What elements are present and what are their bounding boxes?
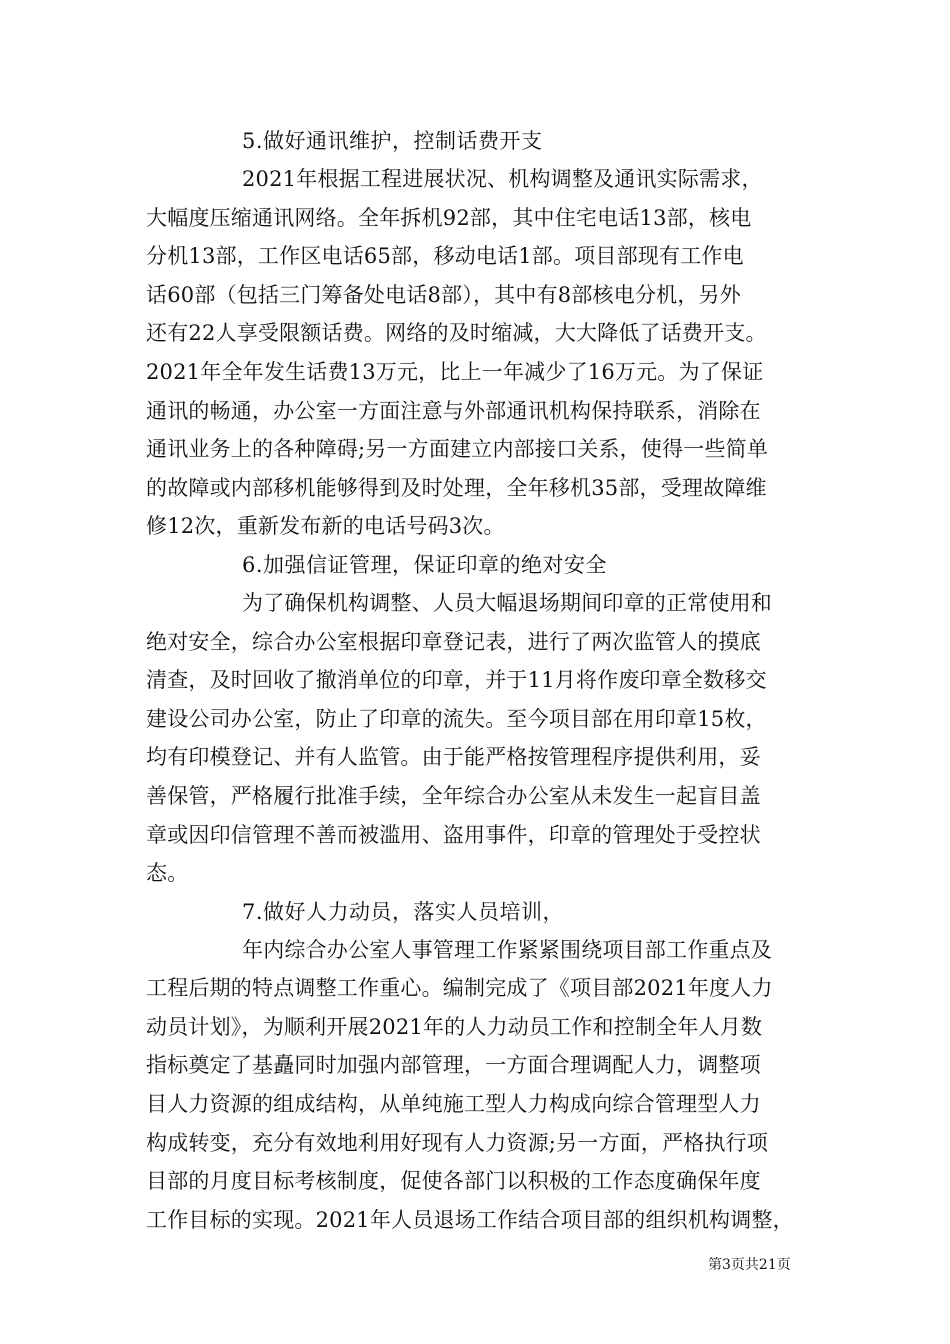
text-line: 通讯的畅通，办公室一方面注意与外部通讯机构保持联系，消除在 bbox=[146, 398, 761, 423]
text-line: 还有22人享受限额话费。网络的及时缩减，大大降低了话费开支。 bbox=[146, 321, 767, 346]
section-7 bbox=[146, 893, 808, 1240]
paragraph bbox=[146, 160, 808, 546]
text-line: 年内综合办公室人事管理工作紧紧围绕项目部工作重点及 bbox=[242, 937, 772, 962]
text-line: 工程后期的特点调整工作重心。编制完成了《项目部2021年度人力 bbox=[146, 976, 773, 1001]
text-line: 大幅度压缩通讯网络。全年拆机92部，其中住宅电话13部，核电 bbox=[146, 205, 752, 230]
text-line: 构成转变，充分有效地利用好现有人力资源;另一方面，严格执行项 bbox=[146, 1130, 769, 1155]
text-line: 2021年根据工程进展状况、机构调整及通讯实际需求， bbox=[242, 167, 763, 191]
text-line: 2021年全年发生话费13万元，比上一年减少了16万元。为了保证 bbox=[146, 359, 764, 384]
section-heading: 7.做好人力动员，落实人员培训， bbox=[242, 899, 565, 924]
text-line: 绝对安全，综合办公室根据印章登记表，进行了两次监管人的摸底 bbox=[146, 629, 761, 654]
page-number: 第3页共21页 bbox=[708, 1257, 791, 1273]
text-line: 章或因印信管理不善而被滥用、盗用事件，印章的管理处于受控状 bbox=[146, 822, 761, 847]
text-line: 为了确保机构调整、人员大幅退场期间印章的正常使用和 bbox=[242, 590, 772, 615]
text-line: 目人力资源的组成结构，从单纯施工型人力构成向综合管理型人力 bbox=[146, 1092, 761, 1117]
text-line: 建设公司办公室，防止了印章的流失。至今项目部在用印章15枚， bbox=[146, 706, 767, 731]
text-line: 态。 bbox=[146, 861, 189, 886]
text-line: 分机13部，工作区电话65部，移动电话1部。项目部现有工作电 bbox=[146, 244, 744, 269]
text-line: 目部的月度目标考核制度，促使各部门以积极的工作态度确保年度 bbox=[146, 1169, 761, 1194]
text-line: 均有印模登记、并有人监管。由于能严格按管理程序提供利用，妥 bbox=[146, 745, 761, 770]
paragraph bbox=[146, 584, 808, 893]
text-line: 话60部（包括三门筹备处电话8部），其中有8部核电分机，另外 bbox=[146, 282, 741, 307]
text-line: 工作目标的实现。2021年人员退场工作结合项目部的组织机构调整， bbox=[146, 1207, 794, 1232]
section-heading: 6.加强信证管理，保证印章的绝对安全 bbox=[242, 552, 608, 577]
text-line: 修12次，重新发布新的电话号码3次。 bbox=[146, 514, 505, 539]
text-line: 动员计划》，为顺利开展2021年的人力动员工作和控制全年人月数 bbox=[146, 1014, 763, 1039]
section-heading: 5.做好通讯维护，控制话费开支 bbox=[242, 129, 543, 153]
text-line: 的故障或内部移机能够得到及时处理，全年移机35部，受理故障维 bbox=[146, 475, 767, 500]
section-5 bbox=[146, 122, 808, 546]
text-line: 指标奠定了基矗同时加强内部管理，一方面合理调配人力，调整项 bbox=[146, 1053, 761, 1078]
text-line: 善保管，严格履行批准手续，全年综合办公室从未发生一起盲目盖 bbox=[146, 783, 761, 808]
document-body bbox=[146, 122, 808, 1239]
text-line: 清查，及时回收了撤消单位的印章，并于11月将作废印章全数移交 bbox=[146, 668, 767, 693]
text-line: 通讯业务上的各种障碍;另一方面建立内部接口关系，使得一些简单 bbox=[146, 437, 769, 462]
paragraph bbox=[146, 931, 808, 1240]
section-6 bbox=[146, 546, 808, 893]
